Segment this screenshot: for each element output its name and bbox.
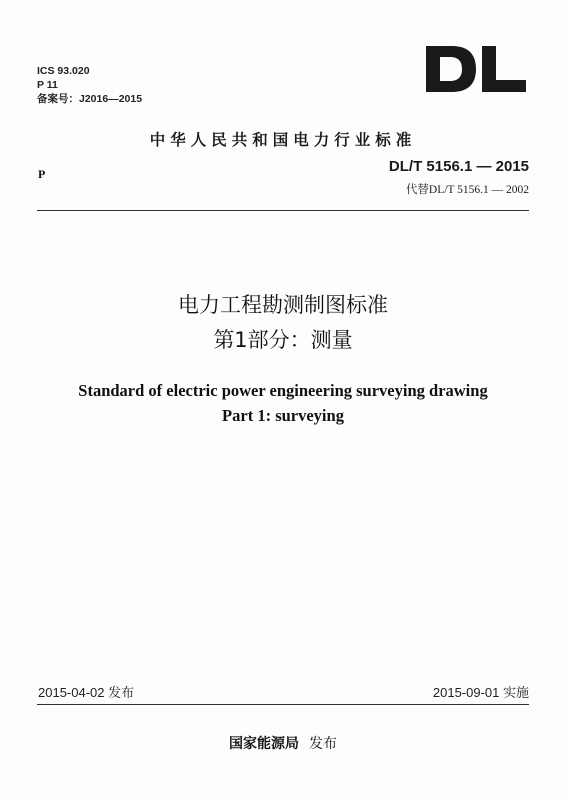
header-metadata (37, 64, 142, 106)
series-title: 中华人民共和国电力行业标准 (149, 130, 417, 149)
chinese-title-line-1: 电力工程勘测制图标准 (178, 293, 388, 317)
publisher-action: 发布 (309, 736, 337, 752)
chinese-title-line-2: 第1部分：测量 (213, 328, 353, 352)
bottom-divider (37, 704, 529, 705)
dl-logo (426, 46, 526, 92)
standard-number: DL/T 5156.1 — 2015 (388, 158, 529, 175)
top-divider (37, 210, 529, 211)
english-title-line-2: Part 1: surveying (222, 406, 344, 425)
issue-date: 2015-04-02 发布 (38, 685, 135, 700)
publisher (0, 733, 566, 753)
ics-code: ICS 93.020 (37, 65, 90, 77)
english-title-line-1: Standard of electric power engineering surveying drawing (78, 381, 488, 400)
replaces-standard: 代替DL/T 5156.1 — 2002 (405, 184, 529, 196)
publisher-name: 国家能源局 (229, 736, 299, 752)
effective-date: 2015-09-01 实施 (432, 685, 529, 700)
filing-number: 备案号：J2016—2015 (37, 93, 143, 105)
classification-code: P 11 (37, 79, 58, 91)
category-code: P (38, 167, 46, 181)
